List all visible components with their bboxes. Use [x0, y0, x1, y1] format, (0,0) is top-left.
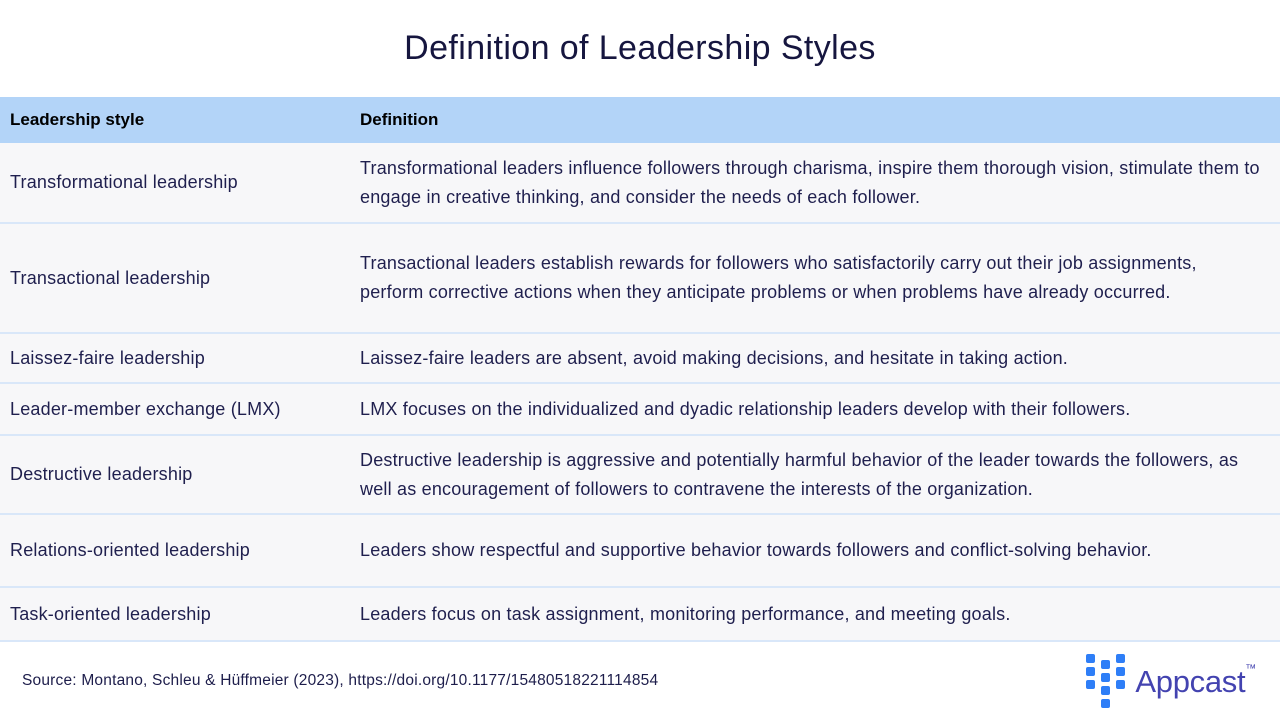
trademark-symbol: ™	[1245, 662, 1256, 675]
leadership-style-cell: Relations-oriented leadership	[0, 514, 360, 587]
table-row	[0, 435, 1280, 514]
title-bar	[0, 0, 1280, 97]
column-header-definition: Definition	[360, 97, 1280, 143]
appcast-logo	[1086, 654, 1256, 708]
table-row	[0, 587, 1280, 641]
definition-cell: LMX focuses on the individualized and dyadic relationship leaders develop with their followers.	[360, 383, 1280, 435]
leadership-styles-table	[0, 97, 1280, 642]
definition-cell: Laissez-faire leaders are absent, avoid making decisions, and hesitate in taking action.	[360, 333, 1280, 383]
logo-dot-column	[1086, 654, 1095, 689]
page-title: Definition of Leadership Styles	[404, 29, 876, 67]
leadership-style-cell: Leader-member exchange (LMX)	[0, 383, 360, 435]
leadership-style-cell: Transformational leadership	[0, 143, 360, 223]
footer	[0, 650, 1280, 712]
table-row	[0, 143, 1280, 223]
definition-cell: Transformational leaders influence followers through charisma, inspire them thorough vision, stimulate them to engage in creative thinking, and consider the needs of each follower.	[360, 143, 1280, 223]
definition-cell: Destructive leadership is aggressive and potentially harmful behavior of the leader towards the followers, as well as encouragement of followers to contravene the interests of the organization.	[360, 435, 1280, 514]
definition-cell: Leaders show respectful and supportive behavior towards followers and conflict-solving behavior.	[360, 514, 1280, 587]
table-row	[0, 514, 1280, 587]
leadership-style-cell: Transactional leadership	[0, 223, 360, 333]
table-row	[0, 333, 1280, 383]
leadership-style-cell: Task-oriented leadership	[0, 587, 360, 641]
table-row	[0, 223, 1280, 333]
leadership-style-cell: Laissez-faire leadership	[0, 333, 360, 383]
appcast-wordmark-text: Appcast	[1135, 663, 1246, 699]
appcast-wordmark	[1135, 662, 1256, 699]
logo-dot-column	[1101, 660, 1110, 708]
appcast-logo-icon	[1086, 654, 1125, 708]
table-header-row	[0, 97, 1280, 143]
table-row	[0, 383, 1280, 435]
logo-dot-column	[1116, 654, 1125, 689]
column-header-leadership-style: Leadership style	[0, 97, 360, 143]
definition-cell: Leaders focus on task assignment, monitoring performance, and meeting goals.	[360, 587, 1280, 641]
definition-cell: Transactional leaders establish rewards for followers who satisfactorily carry out their job assignments, perform corrective actions when they anticipate problems or when problems have already occurred.	[360, 223, 1280, 333]
leadership-style-cell: Destructive leadership	[0, 435, 360, 514]
source-citation: Source: Montano, Schleu & Hüffmeier (2023), https://doi.org/10.1177/15480518221114854	[22, 672, 659, 689]
